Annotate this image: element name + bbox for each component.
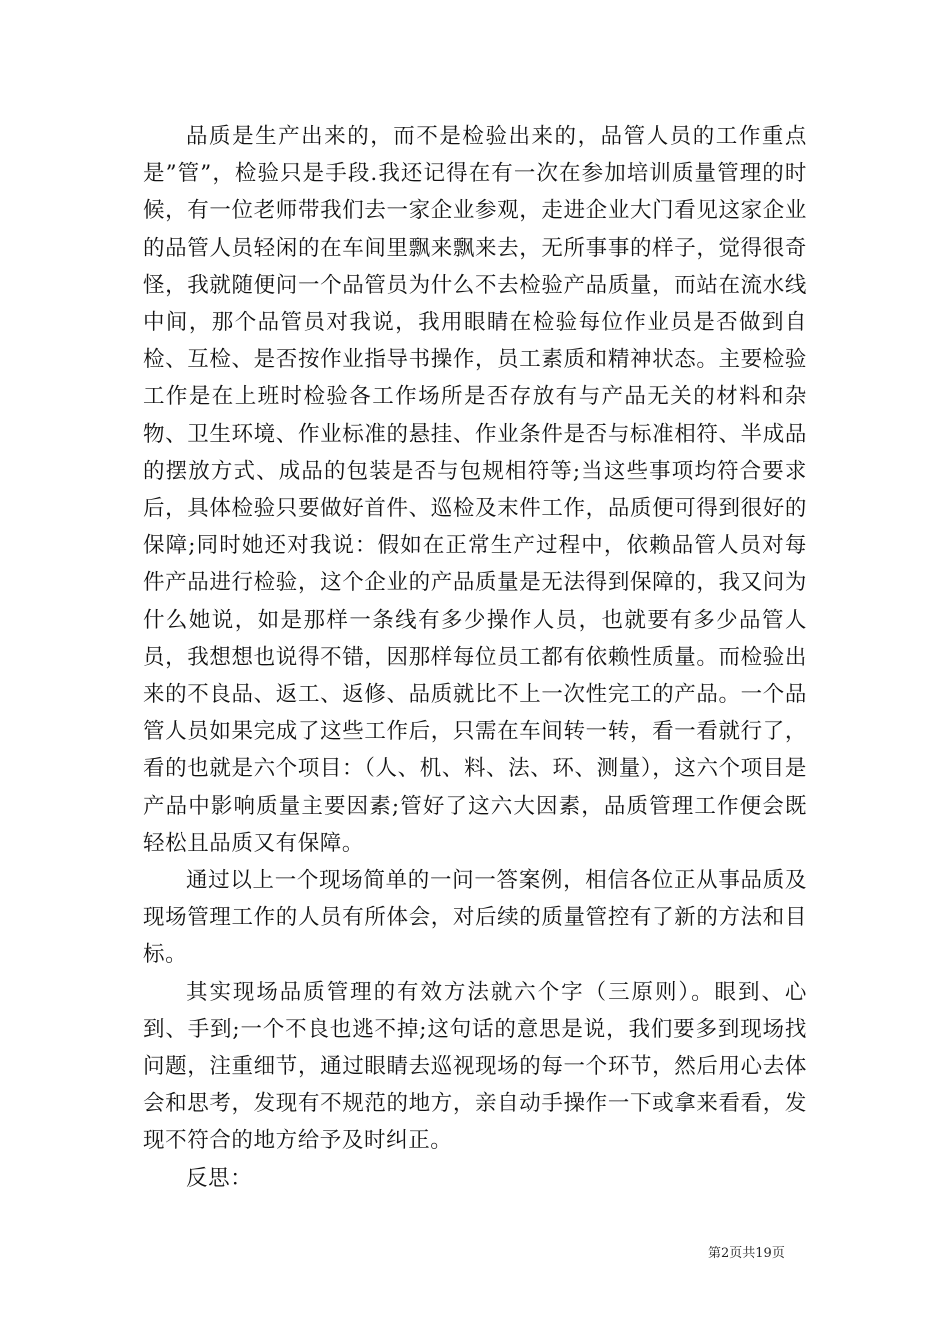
page-number: 第2页共19页 [708, 1246, 785, 1261]
paragraph-quality-management-story: 品质是生产出来的，而不是检验出来的，品管人员的工作重点是”管”，检验只是手段.我还记得在有一次在参加培训质量管理的时候，有一位老师带我们去一家企业参观，走进企业大门看见这家企业的品管人员轻闲的在车间里飘来飘来去，无所事事的样子，觉得很奇怪，我就随便问一个品管员为什么不去检验产品质量，而站在流水线中间，那个品管员对我说，我用眼睛在检验每位作业员是否做到自检、互检、是否按作业指导书操作，员工素质和精神状态。主要检验工作是在上班时检验各工作场所是否存放有与产品无关的材料和杂物、卫生环境、作业标准的悬挂、作业条件是否与标准相符、半成品的摆放方式、成品的包装是否与包规相符等;当这些事项均符合要求后，具体检验只要做好首件、巡检及末件工作，品质便可得到很好的保障;同时她还对我说：假如在正常生产过程中，依赖品管人员对每件产品进行检验，这个企业的产品质量是无法得到保障的，我又问为什么她说，如是那样一条线有多少操作人员，也就要有多少品管人员，我想想也说得不错，因那样每位员工都有依赖性质量。而检验出来的不良品、返工、返修、品质就比不上一次性完工的产品。一个品管人员如果完成了这些工作后，只需在车间转一转，看一看就行了，看的也就是六个项目：（人、机、料、法、环、测量），这六个项目是产品中影响质量主要因素;管好了这六大因素，品质管理工作便会既轻松且品质又有保障。 [143, 124, 807, 856]
page-footer [0, 1244, 950, 1264]
document-body [143, 118, 807, 1197]
paragraph-three-principles: 其实现场品质管理的有效方法就六个字（三原则）。眼到、心到、手到;一个不良也逃不掉;这句话的意思是说，我们要多到现场找问题，注重细节，通过眼睛去巡视现场的每一个环节，然后用心去体会和思考，发现有不规范的地方，亲自动手操作一下或拿来看看，发现不符合的地方给予及时纠正。 [143, 979, 807, 1154]
paragraph-reflection-heading: 反思： [186, 1165, 253, 1191]
paragraph-case-summary: 通过以上一个现场简单的一问一答案例，相信各位正从事品质及现场管理工作的人员有所体会，对后续的质量管控有了新的方法和目标。 [143, 868, 807, 968]
